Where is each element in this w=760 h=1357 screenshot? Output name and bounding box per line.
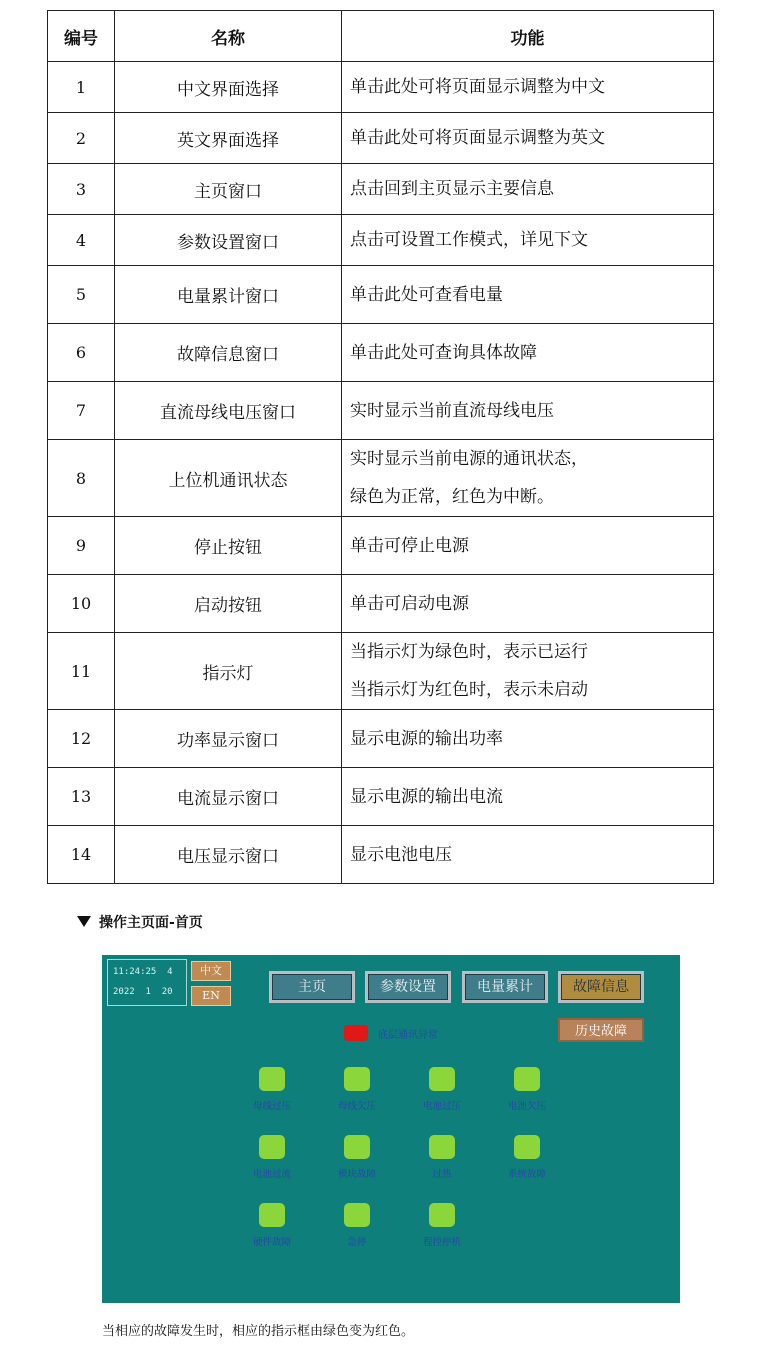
fault-indicator xyxy=(230,1067,314,1112)
row-number: 9 xyxy=(48,517,115,575)
table-row xyxy=(48,575,714,633)
row-name: 直流母线电压窗口 xyxy=(115,382,342,440)
function-line: 单击此处可将页面显示调整为英文 xyxy=(350,128,605,148)
header-number: 编号 xyxy=(48,11,115,62)
indicator-lamp xyxy=(344,1203,370,1227)
clock-date: 2022 1 20 xyxy=(113,987,173,997)
function-line: 单击此处可将页面显示调整为中文 xyxy=(350,77,605,97)
fault-info-button[interactable]: 故障信息 xyxy=(558,971,644,1003)
table-row xyxy=(48,517,714,575)
table-row xyxy=(48,215,714,266)
table-row xyxy=(48,382,714,440)
chinese-button[interactable]: 中文 xyxy=(191,961,231,981)
function-line: 单击可启动电源 xyxy=(350,593,469,614)
row-name: 主页窗口 xyxy=(115,164,342,215)
function-line: 单击此处可查询具体故障 xyxy=(350,342,537,363)
function-line: 实时显示当前电源的通讯状态， xyxy=(350,449,588,469)
indicator-label: 模块故障 xyxy=(337,1169,376,1180)
row-function xyxy=(342,826,714,884)
row-function xyxy=(342,440,714,517)
home-button[interactable]: 主页 xyxy=(269,971,355,1003)
fault-indicator xyxy=(400,1067,484,1112)
table-header-row xyxy=(48,11,714,62)
row-number: 2 xyxy=(48,113,115,164)
row-number: 7 xyxy=(48,382,115,440)
indicator-lamp xyxy=(429,1135,455,1159)
datetime-display xyxy=(107,959,187,1006)
table-row xyxy=(48,164,714,215)
note-text: 当相应的故障发生时，相应的指示框由绿色变为红色。 xyxy=(102,1324,415,1339)
row-name: 电量累计窗口 xyxy=(115,266,342,324)
row-number: 12 xyxy=(48,710,115,768)
row-number: 14 xyxy=(48,826,115,884)
indicator-label: 急停 xyxy=(347,1237,367,1248)
function-table xyxy=(47,10,714,884)
fault-indicator xyxy=(315,1135,399,1180)
function-line: 显示电源的输出功率 xyxy=(350,728,503,749)
fault-indicator xyxy=(485,1135,569,1180)
row-function xyxy=(342,324,714,382)
fault-indicator xyxy=(400,1203,484,1248)
indicator-lamp xyxy=(429,1203,455,1227)
table-row xyxy=(48,266,714,324)
row-function xyxy=(342,768,714,826)
indicator-label: 过热 xyxy=(432,1169,452,1180)
row-number: 11 xyxy=(48,633,115,710)
fault-indicator xyxy=(230,1135,314,1180)
function-line: 单击此处可查看电量 xyxy=(350,284,503,305)
row-number: 4 xyxy=(48,215,115,266)
indicator-label: 硬件故障 xyxy=(252,1237,291,1248)
row-number: 6 xyxy=(48,324,115,382)
fault-indicator xyxy=(315,1067,399,1112)
clock-time: 11:24:25 4 xyxy=(113,967,173,977)
table-row xyxy=(48,62,714,113)
english-button[interactable]: EN xyxy=(191,986,231,1006)
function-line: 当指示灯为红色时，表示未启动 xyxy=(350,680,588,700)
indicator-lamp xyxy=(259,1203,285,1227)
row-function xyxy=(342,382,714,440)
row-name: 停止按钮 xyxy=(115,517,342,575)
fault-indicator xyxy=(230,1203,314,1248)
triangle-down-icon xyxy=(77,916,91,927)
table-row xyxy=(48,633,714,710)
hmi-main-page-screenshot xyxy=(102,955,680,1303)
row-function xyxy=(342,266,714,324)
function-line: 点击回到主页显示主要信息 xyxy=(350,179,554,199)
row-number: 1 xyxy=(48,62,115,113)
row-name: 电流显示窗口 xyxy=(115,768,342,826)
row-number: 5 xyxy=(48,266,115,324)
function-line: 显示电源的输出电流 xyxy=(350,786,503,807)
row-name: 指示灯 xyxy=(115,633,342,710)
row-name: 英文界面选择 xyxy=(115,113,342,164)
row-function xyxy=(342,215,714,266)
row-function xyxy=(342,164,714,215)
row-name: 中文界面选择 xyxy=(115,62,342,113)
indicator-lamp xyxy=(514,1135,540,1159)
row-name: 启动按钮 xyxy=(115,575,342,633)
row-function xyxy=(342,633,714,710)
table-row xyxy=(48,710,714,768)
energy-total-button[interactable]: 电量累计 xyxy=(462,971,548,1003)
row-name: 故障信息窗口 xyxy=(115,324,342,382)
indicator-lamp xyxy=(344,1067,370,1091)
table-row xyxy=(48,768,714,826)
function-line: 显示电池电压 xyxy=(350,844,452,865)
indicator-lamp xyxy=(259,1067,285,1091)
row-function xyxy=(342,113,714,164)
section-title: 操作主页面-首页 xyxy=(77,912,203,932)
indicator-label: 电池欠压 xyxy=(507,1101,546,1112)
function-line: 当指示灯为绿色时，表示已运行 xyxy=(350,642,588,662)
indicator-label: 程控停机 xyxy=(422,1237,461,1248)
comm-status-indicator xyxy=(344,1025,368,1041)
indicator-lamp xyxy=(514,1067,540,1091)
row-number: 8 xyxy=(48,440,115,517)
indicator-label: 电池过压 xyxy=(422,1101,461,1112)
header-name: 名称 xyxy=(115,11,342,62)
table-row xyxy=(48,826,714,884)
row-number: 10 xyxy=(48,575,115,633)
indicator-label: 母线过压 xyxy=(252,1101,291,1112)
table-row xyxy=(48,113,714,164)
row-function xyxy=(342,517,714,575)
row-name: 上位机通讯状态 xyxy=(115,440,342,517)
indicator-lamp xyxy=(429,1067,455,1091)
function-line: 单击可停止电源 xyxy=(350,535,469,556)
row-number: 3 xyxy=(48,164,115,215)
fault-indicator xyxy=(400,1135,484,1180)
row-name: 功率显示窗口 xyxy=(115,710,342,768)
row-name: 参数设置窗口 xyxy=(115,215,342,266)
function-line: 点击可设置工作模式，详见下文 xyxy=(350,230,588,250)
function-line: 绿色为正常，红色为中断。 xyxy=(350,487,554,507)
comm-status-label: 底层通讯异常 xyxy=(378,1030,438,1041)
row-name: 电压显示窗口 xyxy=(115,826,342,884)
row-number: 13 xyxy=(48,768,115,826)
fault-indicator xyxy=(485,1067,569,1112)
indicator-label: 母线欠压 xyxy=(337,1101,376,1112)
row-function xyxy=(342,62,714,113)
row-function xyxy=(342,710,714,768)
parameter-settings-button[interactable]: 参数设置 xyxy=(365,971,451,1003)
indicator-label: 系统故障 xyxy=(507,1169,546,1180)
table-row xyxy=(48,324,714,382)
indicator-lamp xyxy=(344,1135,370,1159)
row-function xyxy=(342,575,714,633)
fault-indicator xyxy=(315,1203,399,1248)
function-line: 实时显示当前直流母线电压 xyxy=(350,400,554,421)
indicator-label: 电池过流 xyxy=(252,1169,291,1180)
table-row xyxy=(48,440,714,517)
header-function: 功能 xyxy=(342,11,714,62)
indicator-lamp xyxy=(259,1135,285,1159)
history-fault-button[interactable]: 历史故障 xyxy=(558,1018,644,1042)
